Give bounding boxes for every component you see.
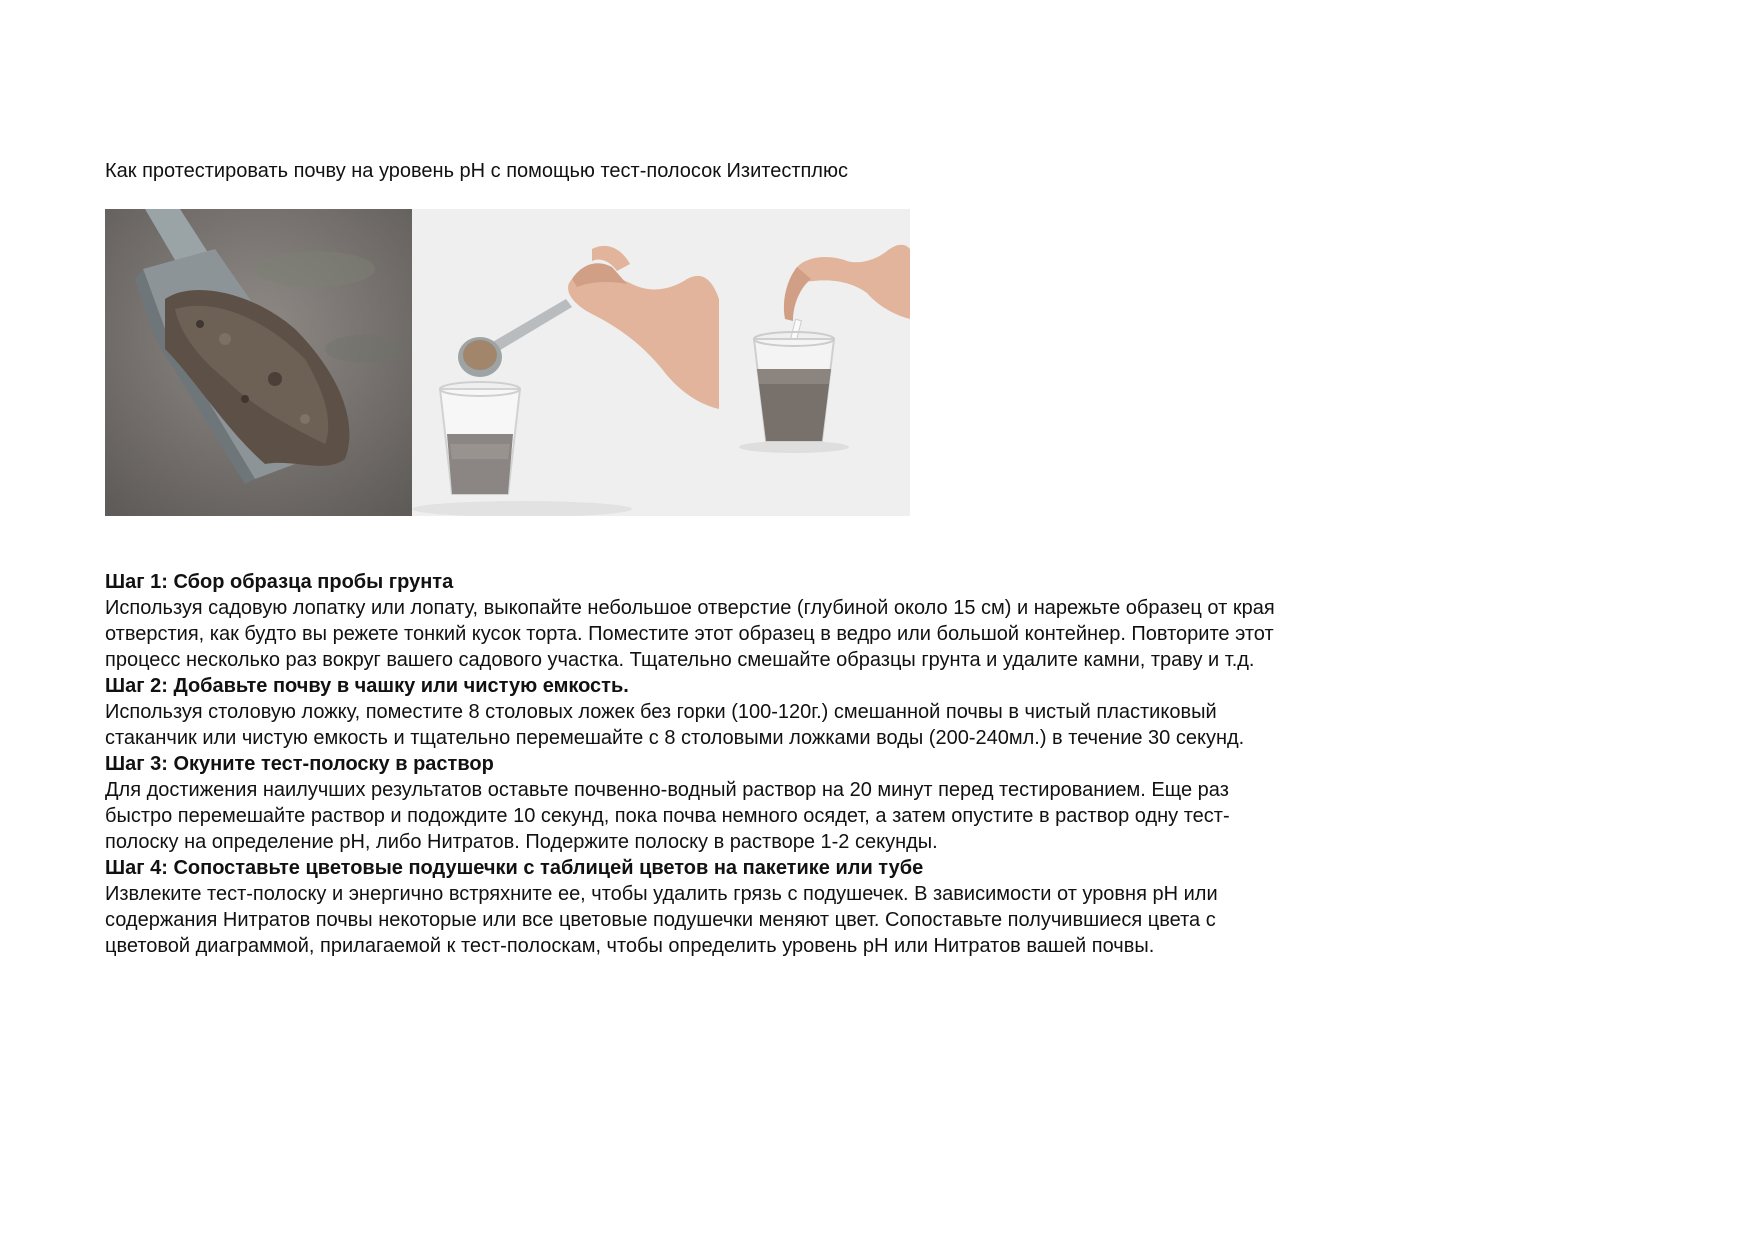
step-text-line: быстро перемешайте раствор и подождите 10 секунд, пока почва немного осядет, а затем опустите в раствор одну тест- xyxy=(105,805,1230,827)
step-1 xyxy=(105,569,1445,673)
instruction-steps xyxy=(105,569,1445,959)
step-text-line: содержания Нитратов почвы некоторые или все цветовые подушечки меняют цвет. Сопоставьте получившиеся цвета с xyxy=(105,909,1216,931)
step-heading: Шаг 3: Окуните тест-полоску в раствор xyxy=(105,753,494,775)
step-text-line: Извлеките тест-полоску и энергично встряхните ее, чтобы удалить грязь с подушечек. В зависимости от уровня рН или xyxy=(105,883,1218,905)
step-text-line: стаканчик или чистую емкость и тщательно перемешайте с 8 столовыми ложками воды (200-240мл.) в течение 30 секунд. xyxy=(105,727,1245,749)
step-heading: Шаг 2: Добавьте почву в чашку или чистую емкость. xyxy=(105,675,629,697)
photo-test-strip-in-cup xyxy=(719,209,910,516)
step-text-line: Используя столовую ложку, поместите 8 столовых ложек без горки (100-120г.) смешанной почвы в чистый пластиковый xyxy=(105,701,1217,723)
step-4 xyxy=(105,855,1445,959)
photo-strip xyxy=(105,209,910,516)
step-text-line: Используя садовую лопатку или лопату, выкопайте небольшое отверстие (глубиной около 15 см) и нарежьте образец от края xyxy=(105,597,1275,619)
step-text-line: Для достижения наилучших результатов оставьте почвенно-водный раствор на 20 минут перед тестированием. Еще раз xyxy=(105,779,1229,801)
step-text-line: полоску на определение рН, либо Нитратов. Подержите полоску в растворе 1-2 секунды. xyxy=(105,831,938,853)
document-title: Как протестировать почву на уровень рН с помощью тест-полосок Изитестплюс xyxy=(105,160,848,182)
step-text-line: отверстия, как будто вы режете тонкий кусок торта. Поместите этот образец в ведро или большой контейнер. Повторите этот xyxy=(105,623,1274,645)
photo-spoon-into-cup xyxy=(412,209,719,516)
step-heading: Шаг 4: Сопоставьте цветовые подушечки с таблицей цветов на пакетике или тубе xyxy=(105,857,924,879)
step-heading: Шаг 1: Сбор образца пробы грунта xyxy=(105,571,454,593)
step-2 xyxy=(105,673,1445,751)
step-text-line: цветовой диаграммой, прилагаемой к тест-полоскам, чтобы определить уровень рН или Нитратов вашей почвы. xyxy=(105,935,1155,957)
photo-trowel-with-soil xyxy=(105,209,412,516)
step-3 xyxy=(105,751,1445,855)
step-text-line: процесс несколько раз вокруг вашего садового участка. Тщательно смешайте образцы грунта и удалите камни, траву и т.д. xyxy=(105,649,1255,671)
